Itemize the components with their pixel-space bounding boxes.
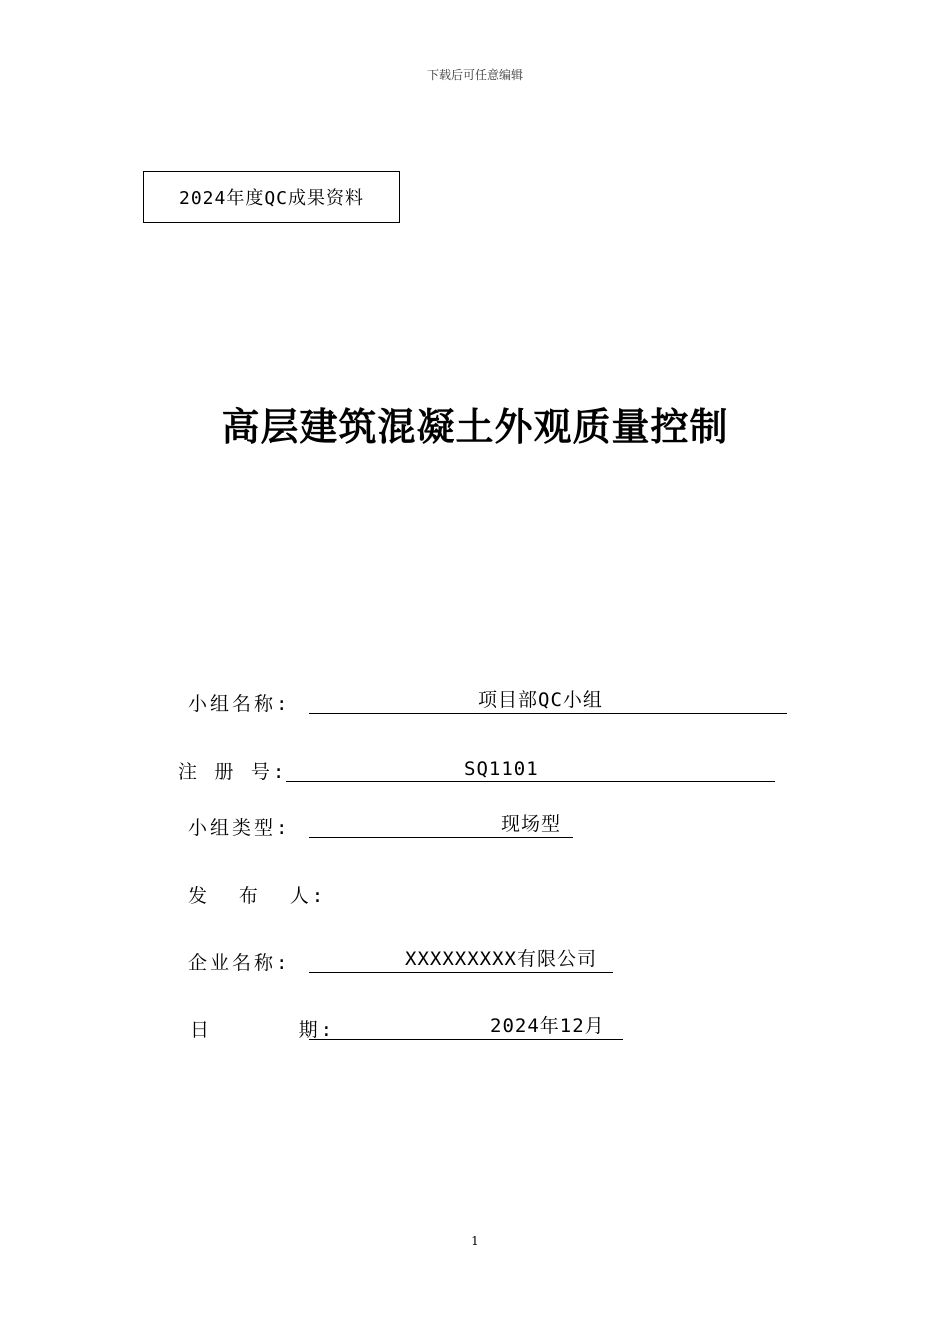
page-number: 1 <box>471 1234 479 1248</box>
field-label-publisher: 发 布 人: <box>188 885 327 907</box>
field-registration <box>178 754 778 784</box>
field-label-company: 企业名称: <box>188 952 291 974</box>
field-value-date: 2024年12月 <box>490 1015 605 1037</box>
year-badge-box <box>143 171 400 223</box>
document-title: 高层建筑混凝土外观质量控制 <box>221 405 729 449</box>
year-badge-text: 2024年度QC成果资料 <box>178 188 365 209</box>
field-group-name <box>188 686 788 716</box>
field-label-group-name: 小组名称: <box>188 693 291 715</box>
field-label-date: 日 期: <box>190 1019 336 1041</box>
header-note: 下载后可任意编辑 <box>426 68 523 82</box>
field-value-company: XXXXXXXXX有限公司 <box>405 948 597 970</box>
field-company <box>188 945 788 975</box>
field-label-registration: 注 册 号: <box>178 761 288 783</box>
field-publisher <box>188 878 788 908</box>
field-group-type <box>188 810 788 840</box>
field-date <box>190 1012 790 1042</box>
field-value-group-name: 项目部QC小组 <box>478 689 603 711</box>
field-label-group-type: 小组类型: <box>188 817 291 839</box>
field-value-group-type: 现场型 <box>501 813 562 835</box>
field-value-registration: SQ1101 <box>464 758 539 780</box>
